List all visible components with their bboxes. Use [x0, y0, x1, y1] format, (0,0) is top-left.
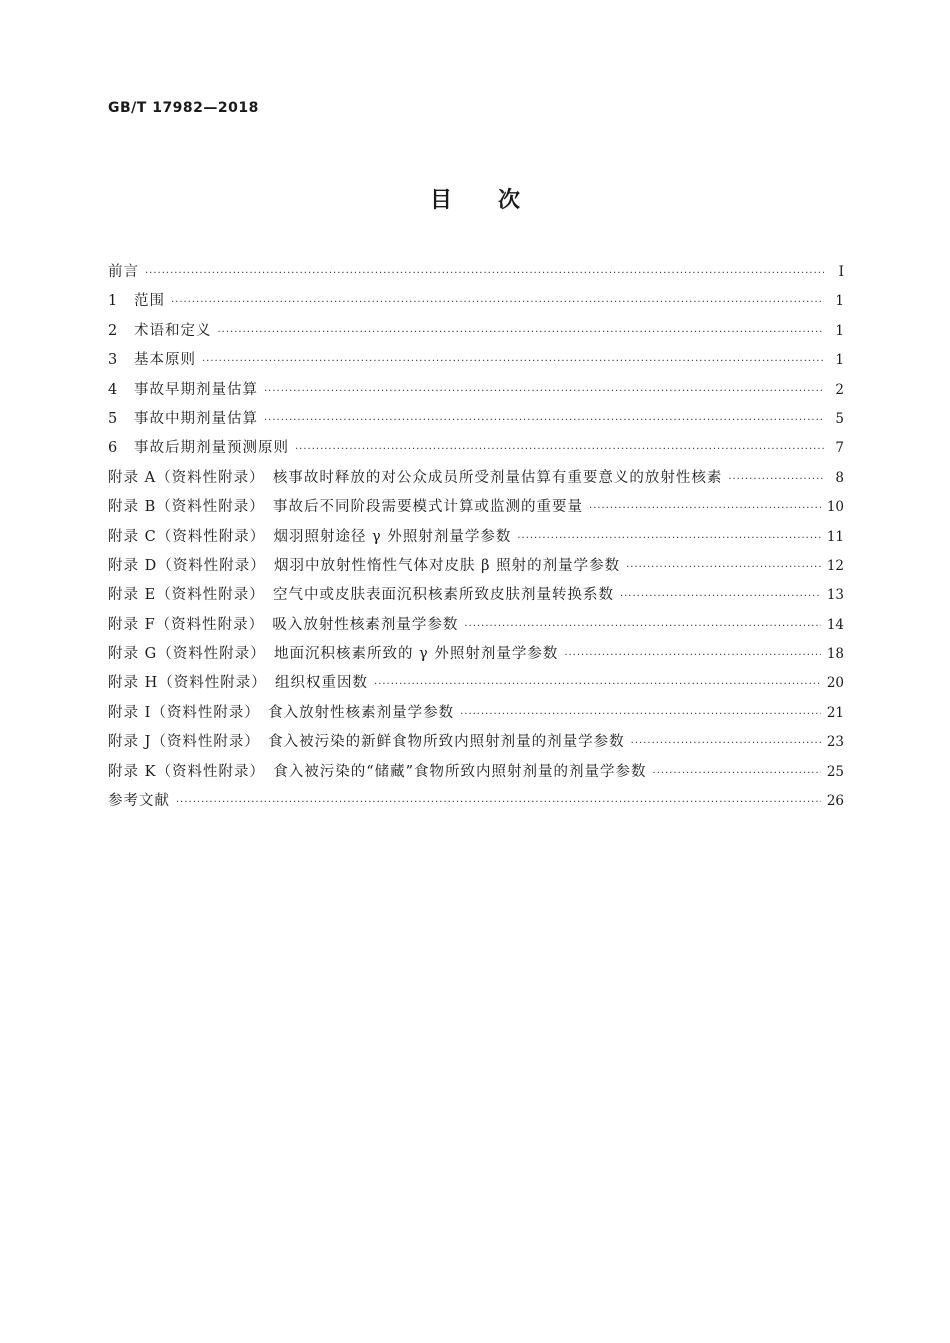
dot-leader	[653, 759, 821, 788]
toc-entry-page: 23	[826, 734, 844, 751]
toc-entry-page: 10	[826, 499, 844, 516]
toc-entry[interactable]	[108, 640, 844, 669]
toc-entry-page: 14	[826, 616, 844, 633]
toc-entry-label: 术语和定义	[134, 322, 212, 339]
toc-entry-label: 附录 J（资料性附录） 食入被污染的新鲜食物所致内照射剂量的剂量学参数	[108, 734, 625, 751]
toc-entry-label: 附录 D（资料性附录） 烟羽中放射性惰性气体对皮肤 β 照射的剂量学参数	[108, 557, 621, 574]
toc-entry-page: 7	[835, 440, 844, 457]
dot-leader	[176, 788, 821, 817]
toc-entry-page: 1	[835, 322, 844, 339]
dot-leader	[295, 435, 824, 464]
toc-entry-label: 附录 C（资料性附录） 烟羽照射途径 γ 外照射剂量学参数	[108, 528, 512, 545]
toc-entry-page: 25	[826, 763, 844, 780]
toc-entry-page: 1	[835, 293, 844, 310]
toc-entry[interactable]	[108, 405, 844, 434]
toc-entry[interactable]	[108, 464, 844, 493]
table-of-contents	[108, 258, 844, 816]
dot-leader	[631, 729, 821, 758]
toc-entry-label: 事故后期剂量预测原则	[134, 440, 289, 457]
standard-number: GB/T 17982—2018	[108, 100, 259, 116]
toc-entry[interactable]	[108, 434, 844, 463]
toc-entry[interactable]	[108, 611, 844, 640]
dot-leader	[202, 347, 824, 376]
toc-entry[interactable]	[108, 523, 844, 552]
toc-entry[interactable]	[108, 669, 844, 698]
toc-entry-label: 前言	[108, 264, 139, 280]
toc-entry-page: 21	[826, 704, 844, 721]
toc-entry-number: 4	[108, 381, 118, 398]
toc-entry-page: 12	[826, 557, 844, 574]
dot-leader	[464, 612, 820, 641]
toc-entry-label: 范围	[134, 293, 165, 310]
toc-entry[interactable]	[108, 258, 844, 287]
dot-leader	[264, 406, 824, 435]
toc-entry-page: 5	[835, 410, 844, 427]
toc-entry-page: 11	[826, 528, 844, 545]
dot-leader	[460, 700, 821, 729]
toc-entry-number: 6	[108, 440, 118, 457]
toc-entry-page: 8	[835, 469, 844, 486]
toc-entry-label: 事故早期剂量估算	[134, 381, 258, 398]
toc-entry[interactable]	[108, 317, 844, 346]
toc-entry-label: 参考文献	[108, 793, 170, 810]
dot-leader	[626, 553, 821, 582]
toc-entry-page: Ⅰ	[838, 264, 844, 280]
toc-entry-page: 13	[826, 587, 844, 604]
toc-entry-page: 20	[826, 675, 844, 692]
toc-entry-label: 附录 K（资料性附录） 食入被污染的“储藏”食物所致内照射剂量的剂量学参数	[108, 763, 647, 780]
toc-entry[interactable]	[108, 758, 844, 787]
toc-entry[interactable]	[108, 699, 844, 728]
toc-entry-label: 基本原则	[134, 352, 196, 369]
toc-entry[interactable]	[108, 787, 844, 816]
toc-entry-page: 26	[826, 793, 844, 810]
toc-entry-page: 1	[835, 352, 844, 369]
dot-leader	[564, 641, 820, 670]
dot-leader	[145, 259, 824, 288]
dot-leader	[171, 288, 824, 317]
toc-entry[interactable]	[108, 346, 844, 375]
toc-entry-label: 附录 I（资料性附录） 食入放射性核素剂量学参数	[108, 704, 455, 721]
toc-entry[interactable]	[108, 581, 844, 610]
toc-entry-page: 18	[826, 646, 844, 663]
toc-entry[interactable]	[108, 376, 844, 405]
toc-entry-page: 2	[835, 381, 844, 398]
toc-entry-label: 附录 H（资料性附录） 组织权重因数	[108, 675, 369, 692]
toc-entry[interactable]	[108, 493, 844, 522]
toc-entry-label: 事故中期剂量估算	[134, 410, 258, 427]
dot-leader	[620, 582, 821, 611]
toc-entry-number: 5	[108, 410, 118, 427]
toc-entry-number: 3	[108, 352, 118, 369]
toc-entry[interactable]	[108, 287, 844, 316]
dot-leader	[589, 494, 821, 523]
dot-leader	[218, 318, 825, 347]
toc-entry-label: 附录 G（资料性附录） 地面沉积核素所致的 γ 外照射剂量学参数	[108, 646, 559, 663]
dot-leader	[264, 377, 824, 406]
toc-entry-number: 1	[108, 293, 118, 310]
toc-entry-label: 附录 B（资料性附录） 事故后不同阶段需要模式计算或监测的重要量	[108, 499, 584, 516]
page-title: 目次	[429, 188, 566, 213]
toc-entry-label: 附录 A（资料性附录） 核事故时释放的对公众成员所受剂量估算有重要意义的放射性核素	[108, 469, 723, 486]
toc-entry[interactable]	[108, 552, 844, 581]
toc-entry-label: 附录 E（资料性附录） 空气中或皮肤表面沉积核素所致皮肤剂量转换系数	[108, 587, 614, 604]
dot-leader	[728, 465, 824, 494]
toc-entry-label: 附录 F（资料性附录） 吸入放射性核素剂量学参数	[108, 616, 459, 633]
dot-leader	[374, 670, 821, 699]
dot-leader	[517, 524, 820, 553]
toc-entry-number: 2	[108, 322, 118, 339]
toc-entry[interactable]	[108, 728, 844, 757]
